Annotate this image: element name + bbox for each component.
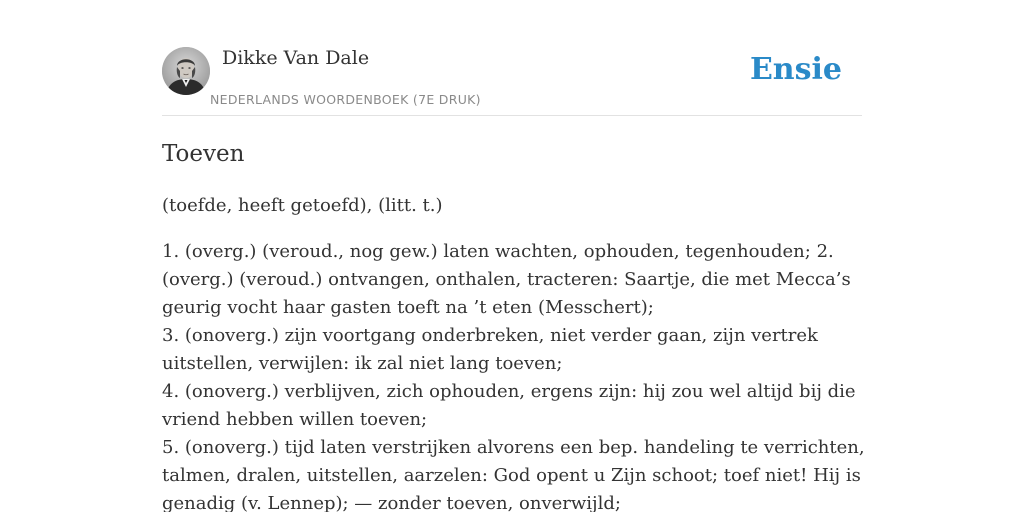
ensie-logo-link[interactable]: Ensie	[749, 52, 842, 87]
entry-term: Toeven	[162, 141, 245, 167]
source-subtitle: NEDERLANDS WOORDENBOEK (7E DRUK)	[210, 92, 481, 107]
entry-sense: 1. (overg.) (veroud., nog gew.) laten wachten, ophouden, tegenhouden; 2. (overg.) (veroud.) ontvangen, onthalen, tracteren: Saartje, die met Mecca’s geurig vocht haar gasten toeft na ’t eten (Messchert);	[162, 241, 851, 318]
entry-sense: 5. (onoverg.) tijd laten verstrijken alvorens een bep. handeling te verrichten, talmen, dralen, uitstellen, aarzelen: God opent u Zijn schoot; toef niet! Hij is genadig (v. Lennep); — zonder toeven, onverwijld;	[162, 437, 865, 512]
content-container	[162, 0, 865, 512]
entry-grammar: (toefde, heeft getoefd), (litt. t.)	[162, 195, 443, 216]
entry-sense: 4. (onoverg.) verblijven, zich ophouden, ergens zijn: hij zou wel altijd bij die vriend hebben willen toeven;	[162, 381, 856, 430]
portrait-photo-icon	[162, 47, 210, 95]
source-avatar[interactable]	[162, 47, 210, 95]
entry-sense: 3. (onoverg.) zijn voortgang onderbreken, niet verder gaan, zijn vertrek uitstellen, verwijlen: ik zal niet lang toeven;	[162, 325, 818, 374]
entry-definition	[162, 192, 866, 512]
source-header	[162, 0, 862, 116]
source-title[interactable]: Dikke Van Dale	[222, 47, 370, 69]
